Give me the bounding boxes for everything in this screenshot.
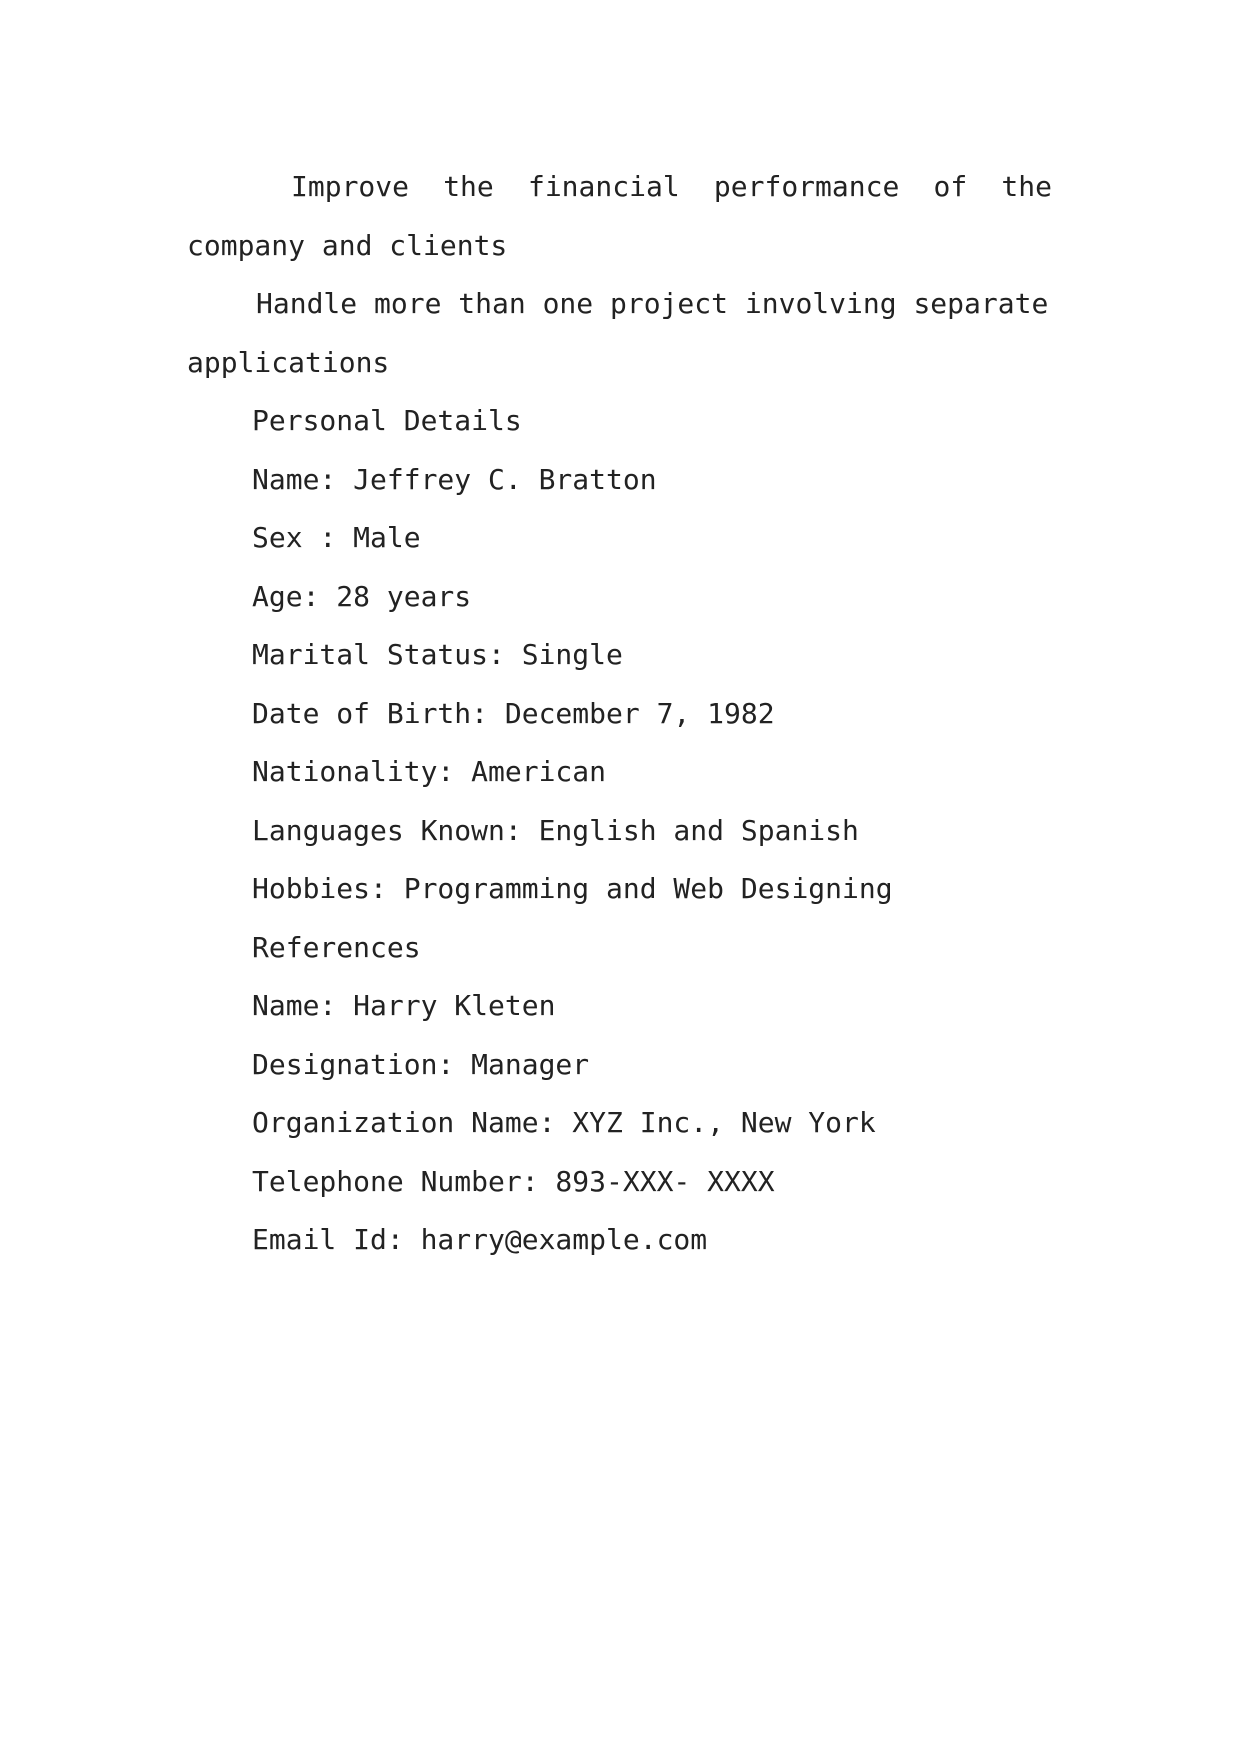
references-heading: References (252, 930, 421, 964)
personal-marital-status: Marital Status: Single (252, 638, 623, 671)
personal-date-of-birth: Date of Birth: December 7, 1982 (252, 696, 775, 730)
personal-languages: Languages Known: English and Spanish (252, 813, 859, 847)
paragraph-handle-projects: Handle more than one project involving separate applications (187, 287, 1049, 379)
personal-name: Name: Jeffrey C. Bratton (252, 462, 657, 496)
paragraph-financial-performance: Improve the financial performance of the company and clients (187, 170, 1052, 262)
personal-sex: Sex : Male (252, 521, 421, 554)
document-body (187, 158, 1052, 1270)
personal-details-heading: Personal Details (252, 404, 522, 437)
personal-nationality: Nationality: American (252, 755, 607, 788)
reference-telephone: Telephone Number: 893-XXX- XXXX (252, 1164, 775, 1198)
personal-hobbies: Hobbies: Programming and Web Designing (252, 872, 893, 905)
personal-age: Age: 28 years (252, 579, 472, 613)
reference-organization: Organization Name: XYZ Inc., New York (252, 1106, 876, 1139)
reference-designation: Designation: Manager (252, 1047, 590, 1081)
reference-name: Name: Harry Kleten (252, 989, 556, 1022)
reference-email: Email Id: harry@example.com (252, 1223, 708, 1256)
